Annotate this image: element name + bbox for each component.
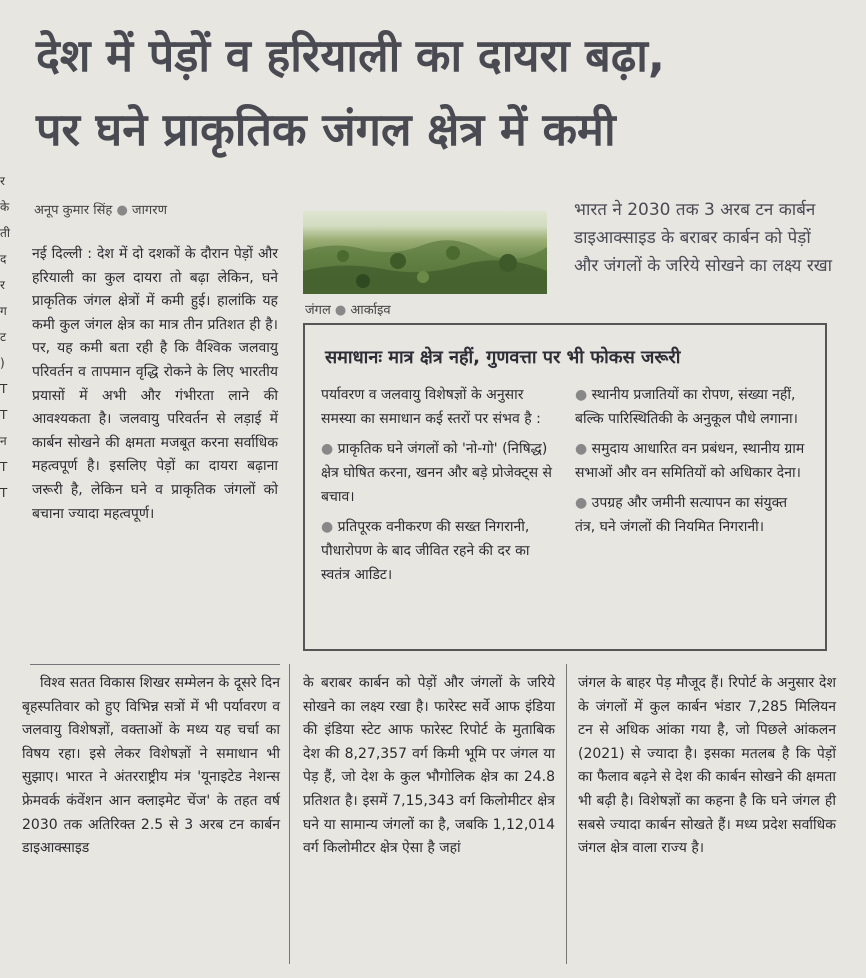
column-divider	[566, 664, 567, 964]
edge-char: )	[0, 356, 5, 370]
photo-caption-title: जंगल	[305, 303, 331, 318]
solutions-box-title: समाधानः मात्र क्षेत्र नहीं, गुणवत्ता पर भी फोकस जरूरी	[325, 347, 681, 368]
headline-line-1: देश में पेड़ों व हरियाली का दायरा बढ़ा,	[36, 29, 665, 82]
article-column-1-top	[32, 243, 278, 526]
article-column-3-bottom	[578, 672, 836, 861]
solution-point	[321, 437, 553, 509]
column-divider	[30, 664, 280, 665]
edge-char: T	[0, 382, 8, 396]
forest-photo-image	[303, 211, 547, 294]
article-paragraph: के बराबर कार्बन को पेड़ों और जंगलों के जरिये सोखने का लक्ष्य रखा है। फारेस्ट सर्वे आफ इंडिया की इंडिया स्टेट आफ फारेस्ट रिपोर्ट के मुताबिक देश की 8,27,357 वर्ग किमी भूमि पर जंगल या पेड़ हैं, जो देश के कुल भौगोलिक क्षेत्र का 24.8 प्रतिशत है। इसमें 7,15,343 वर्ग किलोमीटर क्षेत्र घने या सामान्य जंगलों का है, जबकि 1,12,014 वर्ग किलोमीटर क्षेत्र ऐसा है जहां	[303, 675, 555, 857]
bullet-icon: ●	[321, 519, 338, 535]
article-paragraph: नई दिल्ली : देश में दो दशकों के दौरान पेड़ों और हरियाली का कुल दायरा तो बढ़ा लेकिन, घने प्राकृतिक जंगल क्षेत्रों में कमी हुई। हालांकि यह कमी कुल जंगल क्षेत्र का मात्र तीन प्रतिशत ही है। पर, यह कमी बता रही है कि वैश्विक जलवायु परिवर्तन व तापमान वृद्धि रोकने के लिए भारतीय प्रयासों में अभी और गंभीरता लाने की आवश्यकता है। जलवायु परिवर्तन से लड़ाई में कार्बन सोखने की क्षमता मजबूत करना सर्वाधिक महत्वपूर्ण है। इसलिए पेड़ों का दायरा बढ़ाना जरूरी है, लेकिन घने व प्राकृतिक जंगलों को बचाना ज्यादा महत्वपूर्ण।	[32, 246, 278, 522]
solution-point-text: समुदाय आधारित वन प्रबंधन, स्थानीय ग्राम सभाओं और वन समितियों को अधिकार देना।	[575, 441, 805, 481]
edge-char: T	[0, 460, 8, 474]
solution-point	[575, 383, 807, 431]
edge-char: र	[0, 278, 5, 292]
edge-char: ट	[0, 330, 7, 344]
edge-char: न	[0, 434, 7, 448]
photo-caption-credit: आर्काइव	[350, 303, 391, 318]
article-paragraph: विश्व सतत विकास शिखर सम्मेलन के दूसरे दिन बृहस्पतिवार को हुए विभिन्न सत्रों में भी पर्यावरण व जलवायु विशेषज्ञों, वक्ताओं के मध्य यह चर्चा का विषय रहा। इसे लेकर विशेषज्ञों ने समाधान भी सुझाए। भारत ने अंतरराष्ट्रीय मंत्र 'यूनाइटेड नेशन्स फ्रेमवर्क कंवेंशन आन क्लाइमेट चेंज' के तहत वर्ष 2030 तक अतिरिक्त 2.5 से 3 अरब टन कार्बन डाइआक्साइड	[22, 675, 280, 857]
solution-point	[321, 515, 553, 587]
solution-point-text: उपग्रह और जमीनी सत्यापन का संयुक्त तंत्र, घने जंगलों की नियमित निगरानी।	[575, 495, 788, 535]
byline	[34, 200, 167, 218]
edge-char: T	[0, 486, 8, 500]
solution-point	[575, 491, 807, 539]
bullet-icon: ●	[575, 387, 592, 403]
solutions-left-column	[321, 383, 553, 593]
bullet-icon: ●	[321, 441, 338, 457]
edge-char: द	[0, 252, 7, 266]
solutions-right-column	[575, 383, 807, 545]
article-column-2-bottom	[303, 672, 555, 861]
headline-line-2: पर घने प्राकृतिक जंगल क्षेत्र में कमी	[36, 103, 616, 156]
photo-caption	[305, 300, 391, 318]
bullet-icon: ●	[334, 303, 351, 318]
pull-quote: भारत ने 2030 तक 3 अरब टन कार्बन डाइआक्साइड के बराबर कार्बन को पेड़ों और जंगलों के जरिये सोखने का लक्ष्य रखा	[574, 200, 833, 276]
solution-point-text: स्थानीय प्रजातियों का रोपण, संख्या नहीं, बल्कि पारिस्थितिकी के अनुकूल पौधे लगाना।	[575, 387, 798, 427]
solution-point	[575, 437, 807, 485]
bullet-icon: ●	[575, 441, 592, 457]
cropped-edge-column	[0, 168, 10, 506]
edge-char: ती	[0, 226, 10, 240]
bullet-icon: ●	[116, 203, 132, 218]
article-paragraph: जंगल के बाहर पेड़ मौजूद हैं। रिपोर्ट के अनुसार देश के जंगलों में कुल कार्बन भंडार 7,285 मिलियन टन से अधिक आंका गया है, जो पिछले आंकलन (2021) से ज्यादा है। इसका मतलब है कि पेड़ों का फैलाव बढ़ने से देश की कार्बन सोखने की क्षमता भी बढ़ी है। विशेषज्ञों का कहना है कि घने जंगल ही सबसे ज्यादा कार्बन सोखते हैं। मध्य प्रदेश सर्वाधिक जंगल क्षेत्र वाला राज्य है।	[578, 675, 836, 857]
column-divider	[289, 664, 290, 964]
solution-point-text: प्राकृतिक घने जंगलों को 'नो-गो' (निषिद्ध) क्षेत्र घोषित करना, खनन और बड़े प्रोजेक्ट्स से बचाव।	[321, 441, 552, 505]
edge-char: र	[0, 174, 5, 188]
edge-char: ग	[0, 304, 7, 318]
article-column-1-bottom	[22, 672, 280, 861]
solution-point-text: प्रतिपूरक वनीकरण की सख्त निगरानी, पौधारोपण के बाद जीवित रहने की दर का स्वतंत्र आडिट।	[321, 519, 530, 583]
edge-char: T	[0, 408, 8, 422]
byline-author: अनूप कुमार सिंह	[34, 203, 113, 218]
bullet-icon: ●	[575, 495, 592, 511]
edge-char: के	[0, 200, 10, 214]
solutions-box	[303, 323, 827, 651]
forest-photo	[303, 211, 547, 294]
solutions-intro: पर्यावरण व जलवायु विशेषज्ञों के अनुसार समस्या का समाधान कई स्तरों पर संभव है :	[321, 387, 541, 427]
byline-source: जागरण	[131, 203, 167, 218]
